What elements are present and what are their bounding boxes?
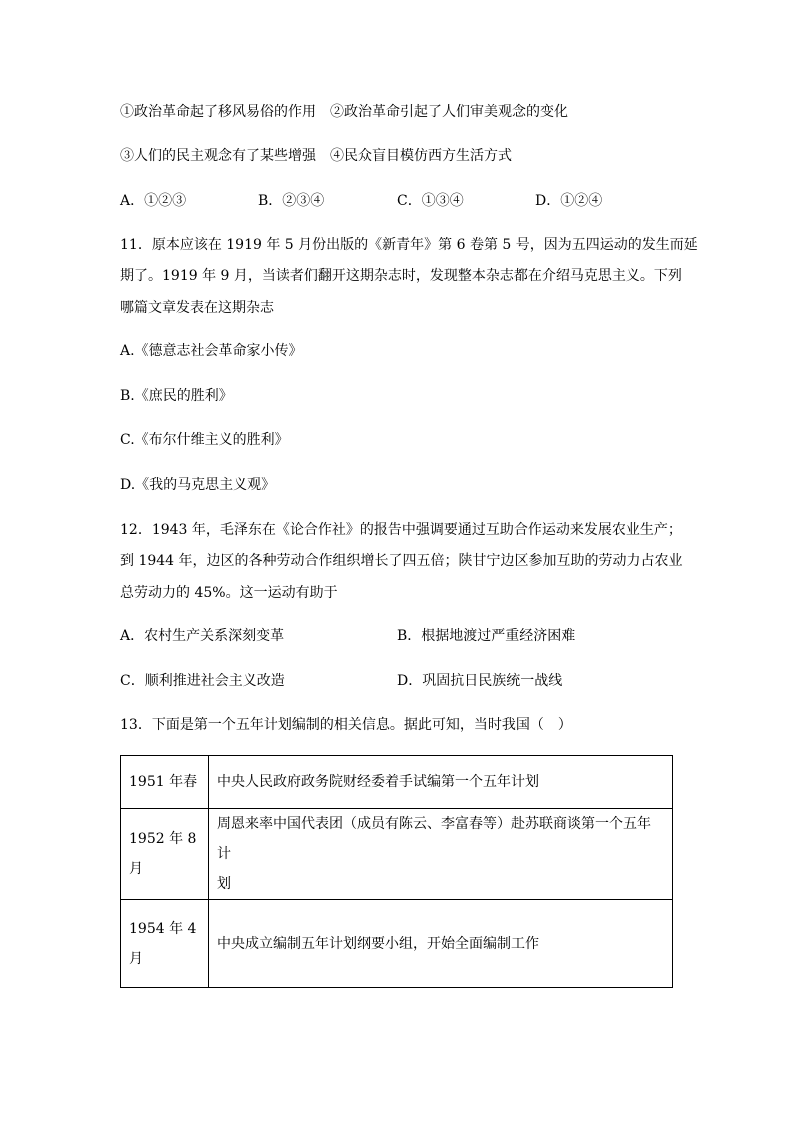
q10-option-a[interactable]: A．①②③ bbox=[120, 193, 187, 209]
table-row bbox=[121, 809, 673, 900]
q11-option-a[interactable]: A.《德意志社会革命家小传》 bbox=[120, 343, 303, 359]
table-cell-date: 1954 年 4 月 bbox=[121, 900, 209, 988]
q12-stem-line-3: 总劳动力的 45%。这一运动有助于 bbox=[120, 585, 338, 601]
q13-stem: 13．下面是第一个五年计划编制的相关信息。据此可知，当时我国（ ） bbox=[120, 717, 572, 733]
q12-option-c[interactable]: C．顺利推进社会主义改造 bbox=[120, 673, 285, 689]
table-row bbox=[121, 756, 673, 809]
table-row bbox=[121, 900, 673, 988]
q11-option-c[interactable]: C.《布尔什维主义的胜利》 bbox=[120, 432, 289, 448]
table-cell-date: 1951 年春 bbox=[121, 756, 209, 809]
q11-option-d[interactable]: D.《我的马克思主义观》 bbox=[120, 477, 276, 493]
table-cell-event: 中央人民政府政务院财经委着手试编第一个五年计划 bbox=[209, 756, 673, 809]
q12-option-d[interactable]: D．巩固抗日民族统一战线 bbox=[397, 673, 563, 689]
q12-stem-line-2: 到 1944 年，边区的各种劳动合作组织增长了四五倍；陕甘宁边区参加互助的劳动力占农业 bbox=[120, 553, 683, 569]
statement-line-1: ①政治革命起了移风易俗的作用 ②政治革命引起了人们审美观念的变化 bbox=[120, 104, 568, 120]
q11-stem-line-3: 哪篇文章发表在这期杂志 bbox=[120, 300, 274, 316]
q12-stem-line-1: 12．1943 年，毛泽东在《论合作社》的报告中强调要通过互助合作运动来发展农业生产； bbox=[120, 522, 682, 538]
q11-stem-line-1: 11．原本应该在 1919 年 5 月份出版的《新青年》第 6 卷第 5 号，因为五四运动的发生而延 bbox=[120, 237, 698, 253]
q10-option-b[interactable]: B．②③④ bbox=[258, 193, 325, 209]
q11-stem-line-2: 期了。1919 年 9 月，当读者们翻开这期杂志时，发现整本杂志都在介绍马克思主义。下列 bbox=[120, 268, 682, 284]
q10-option-d[interactable]: D．①②④ bbox=[535, 193, 603, 209]
q12-option-a[interactable]: A．农村生产关系深刻变革 bbox=[120, 628, 285, 644]
table-cell-event: 中央成立编制五年计划纲要小组，开始全面编制工作 bbox=[209, 900, 673, 988]
q11-option-b[interactable]: B.《庶民的胜利》 bbox=[120, 388, 233, 404]
q10-option-c[interactable]: C．①③④ bbox=[397, 193, 464, 209]
statement-line-2: ③人们的民主观念有了某些增强 ④民众盲目模仿西方生活方式 bbox=[120, 148, 512, 164]
table-cell-event: 周恩来率中国代表团（成员有陈云、李富春等）赴苏联商谈第一个五年计 划 bbox=[209, 809, 673, 900]
table-cell-date: 1952 年 8 月 bbox=[121, 809, 209, 900]
q12-option-b[interactable]: B．根据地渡过严重经济困难 bbox=[397, 628, 576, 644]
five-year-plan-table bbox=[120, 755, 673, 988]
